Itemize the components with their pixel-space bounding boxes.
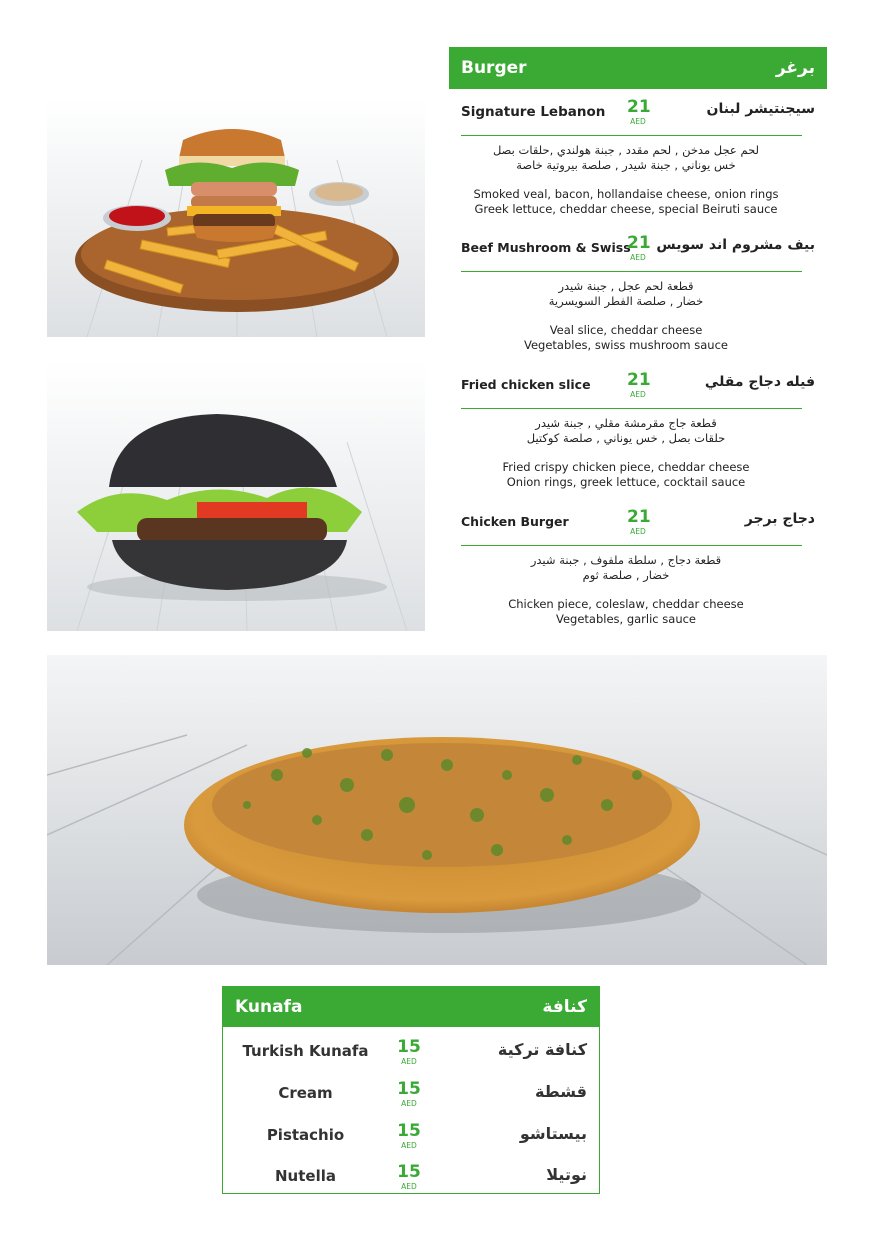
price-currency: AED: [401, 1057, 417, 1066]
desc-en-line: Veal slice, cheddar cheese: [549, 323, 703, 337]
item-name-en: Beef Mushroom & Swiss: [461, 240, 631, 255]
price-value: 21: [627, 97, 651, 117]
item-name-ar: قشطة: [534, 1082, 587, 1101]
item-price: [397, 1163, 421, 1191]
item-name-en: Nutella: [275, 1167, 336, 1185]
kunafa-photo: [47, 655, 827, 965]
price-currency: AED: [630, 390, 646, 399]
item-name-ar: نوتيلا: [546, 1165, 587, 1184]
kunafa-item-cream: [223, 1076, 599, 1116]
price-value: 15: [397, 1079, 421, 1099]
item-name-ar: دجاج برجر: [744, 511, 815, 527]
item-price: [627, 234, 649, 262]
kunafa-title-ar: كنافة: [542, 997, 587, 1017]
item-divider: [461, 271, 802, 272]
item-divider: [461, 135, 802, 136]
desc-ar-line: لحم عجل مدخن , لحم مقدد , جبنة هولندي ,حلقات بصل: [492, 143, 760, 157]
price-currency: AED: [630, 253, 646, 262]
item-name-ar: كنافة تركية: [497, 1040, 587, 1059]
burger-title-en: Burger: [461, 58, 527, 78]
desc-ar-line: قطعة جاج مقرمشة مقلي , جبنة شيدر: [535, 416, 717, 430]
item-name-en: Signature Lebanon: [461, 104, 606, 120]
kunafa-item-turkish: [223, 1034, 599, 1074]
price-value: 21: [627, 507, 651, 527]
price-value: 15: [397, 1037, 421, 1057]
item-name-en: Pistachio: [266, 1126, 345, 1144]
desc-ar-line: خضار , صلصة الفطر السويسرية: [548, 294, 704, 308]
desc-ar-line: قطعة دجاج , سلطة ملفوف , جبنة شيدر: [530, 553, 722, 567]
item-price: [627, 508, 649, 536]
menu-item-beef-mushroom-swiss: [449, 234, 827, 353]
price-value: 15: [397, 1121, 421, 1141]
item-description-ar: [449, 279, 803, 309]
item-name-ar: فيله دجاج مقلي: [704, 374, 815, 390]
desc-ar-line: حلقات بصل , خس يوناني , صلصة كوكتيل: [526, 431, 726, 445]
item-divider: [461, 545, 802, 546]
desc-en-line: Vegetables, garlic sauce: [555, 612, 697, 626]
item-description-en: [449, 187, 803, 217]
price-value: 21: [627, 233, 651, 253]
burger-title-ar: برغر: [775, 58, 815, 78]
price-value: 21: [627, 370, 651, 390]
desc-ar-line: خس يوناني , جبنة شيدر , صلصة بيروتية خاصة: [516, 158, 736, 172]
price-currency: AED: [401, 1141, 417, 1150]
price-currency: AED: [401, 1182, 417, 1191]
menu-item-signature-lebanon: [449, 98, 827, 217]
menu-item-fried-chicken-slice: [449, 371, 827, 490]
desc-en-line: Vegetables, swiss mushroom sauce: [524, 338, 728, 352]
item-price: [397, 1038, 421, 1066]
desc-en-line: Greek lettuce, cheddar cheese, special Beiruti sauce: [474, 202, 778, 216]
item-name-ar: بيستاشو: [519, 1124, 587, 1143]
item-divider: [461, 408, 802, 409]
item-description-ar: [449, 143, 803, 173]
item-description-ar: [449, 416, 803, 446]
price-currency: AED: [630, 527, 646, 536]
menu-item-chicken-burger: [449, 508, 827, 627]
item-name-ar: بيف مشروم اند سويس: [656, 237, 815, 253]
kunafa-item-nutella: [223, 1159, 599, 1199]
desc-en-line: Smoked veal, bacon, hollandaise cheese, onion rings: [473, 187, 779, 201]
item-description-en: [449, 460, 803, 490]
item-price: [397, 1122, 421, 1150]
item-price: [397, 1080, 421, 1108]
kunafa-price-box: [222, 986, 600, 1194]
signature-burger-photo: [47, 100, 425, 337]
item-description-en: [449, 597, 803, 627]
item-name-ar: سيجنتيشر لبنان: [706, 101, 815, 117]
item-name-en: Cream: [278, 1084, 333, 1102]
desc-en-line: Chicken piece, coleslaw, cheddar cheese: [508, 597, 744, 611]
desc-ar-line: خضار , صلصة ثوم: [582, 568, 670, 582]
item-price: [627, 98, 649, 126]
desc-en-line: Onion rings, greek lettuce, cocktail sauce: [506, 475, 746, 489]
price-value: 15: [397, 1162, 421, 1182]
item-price: [627, 371, 649, 399]
price-currency: AED: [401, 1099, 417, 1108]
item-description-en: [449, 323, 803, 353]
kunafa-title-en: Kunafa: [235, 997, 303, 1017]
desc-en-line: Fried crispy chicken piece, cheddar cheese: [502, 460, 750, 474]
price-currency: AED: [630, 117, 646, 126]
kunafa-item-pistachio: [223, 1118, 599, 1158]
kunafa-section-header: [223, 987, 599, 1027]
item-name-en: Chicken Burger: [461, 514, 569, 529]
desc-ar-line: قطعة لحم عجل , جبنة شيدر: [558, 279, 694, 293]
burger-section-header: [449, 47, 827, 89]
item-name-en: Fried chicken slice: [461, 377, 591, 392]
black-bun-burger-photo: [47, 362, 425, 631]
item-description-ar: [449, 553, 803, 583]
item-name-en: Turkish Kunafa: [242, 1042, 369, 1060]
